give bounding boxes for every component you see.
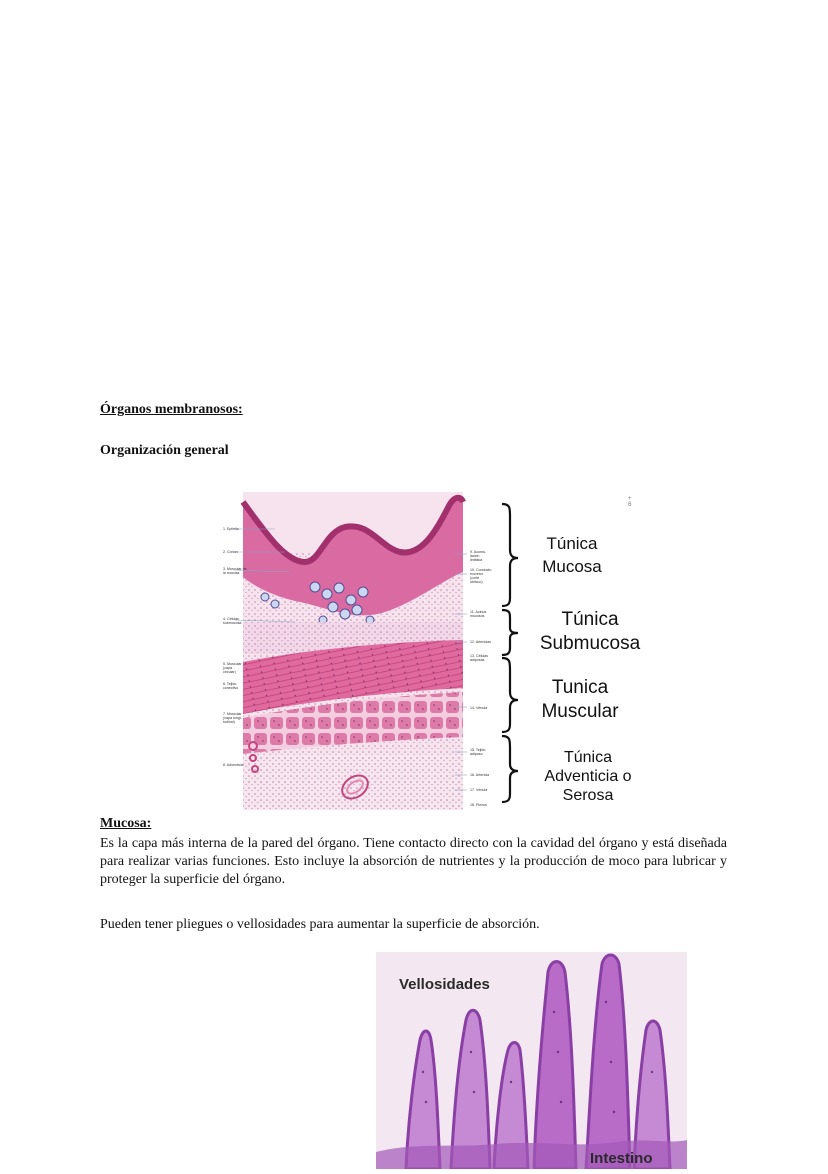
mucosa-paragraph-2: Pueden tener pliegues o vellosidades para aumentar la superficie de absorción.	[100, 917, 540, 932]
left-label-muscular-longitudinal: 7. Muscular (capa longi- tudinal)	[223, 712, 242, 724]
left-label-submucosa: 4. Células submucosa	[223, 617, 242, 625]
mucosa-title: Mucosa:	[100, 816, 152, 831]
right-label-18: 18. Plexos	[470, 803, 487, 807]
right-label-13: 13. Células adiposas	[470, 654, 488, 662]
left-label-tejido-conectivo: 6. Tejido conectivo	[223, 682, 239, 690]
tunica-adventicia-label: Túnica Adventicia o Serosa	[544, 749, 632, 804]
left-label-muscular-circular: 5. Muscular (capa circular)	[223, 662, 242, 674]
right-label-17: 17. Vénula	[470, 788, 488, 792]
section-heading: Órganos membranosos:	[100, 402, 243, 417]
right-label-16: 16. Arteriola	[470, 773, 490, 777]
section-subheading: Organización general	[100, 443, 229, 458]
right-label-10: 10. Conducto excretor (corte oblicuo)	[470, 568, 492, 584]
tunica-braces	[502, 504, 518, 802]
mucosa-paragraph: Es la capa más interna de la pared del órgano. Tiene contacto directo con la cavidad del órgano y está diseñada para realizar varias funciones. Esto incluye la absorción de nutrientes y la producción de moco para lubricar y proteger la superficie del órgano.	[100, 836, 727, 887]
villi-figure	[376, 952, 687, 1169]
villi-label: Vellosidades	[399, 976, 490, 993]
left-label-muscular-mucosa: 3. Muscular de la mucosa	[223, 567, 247, 575]
histology-figure	[205, 492, 645, 810]
right-label-15: 15. Tejido adiposo	[470, 748, 486, 756]
corner-mark: + 6	[628, 496, 632, 508]
tunica-mucosa-label: Túnica Mucosa	[542, 534, 602, 576]
intestino-label: Intestino	[590, 1150, 653, 1167]
right-label-12: 12. Arteriolas	[470, 640, 491, 644]
left-label-epitelio: 1. Epitelio	[223, 527, 239, 531]
left-label-adventicia: 8. Adventicia	[223, 763, 244, 767]
right-label-11: 11. Acinos mucosos	[470, 610, 487, 618]
right-label-14: 14. Vénula	[470, 706, 488, 710]
left-label-corion: 2. Corion	[223, 550, 238, 554]
tunica-muscular-label: Tunica Muscular	[541, 677, 619, 722]
right-label-9: 9. Acumu- lación linfática	[470, 550, 487, 562]
tunica-submucosa-label: Túnica Submucosa	[539, 609, 641, 654]
